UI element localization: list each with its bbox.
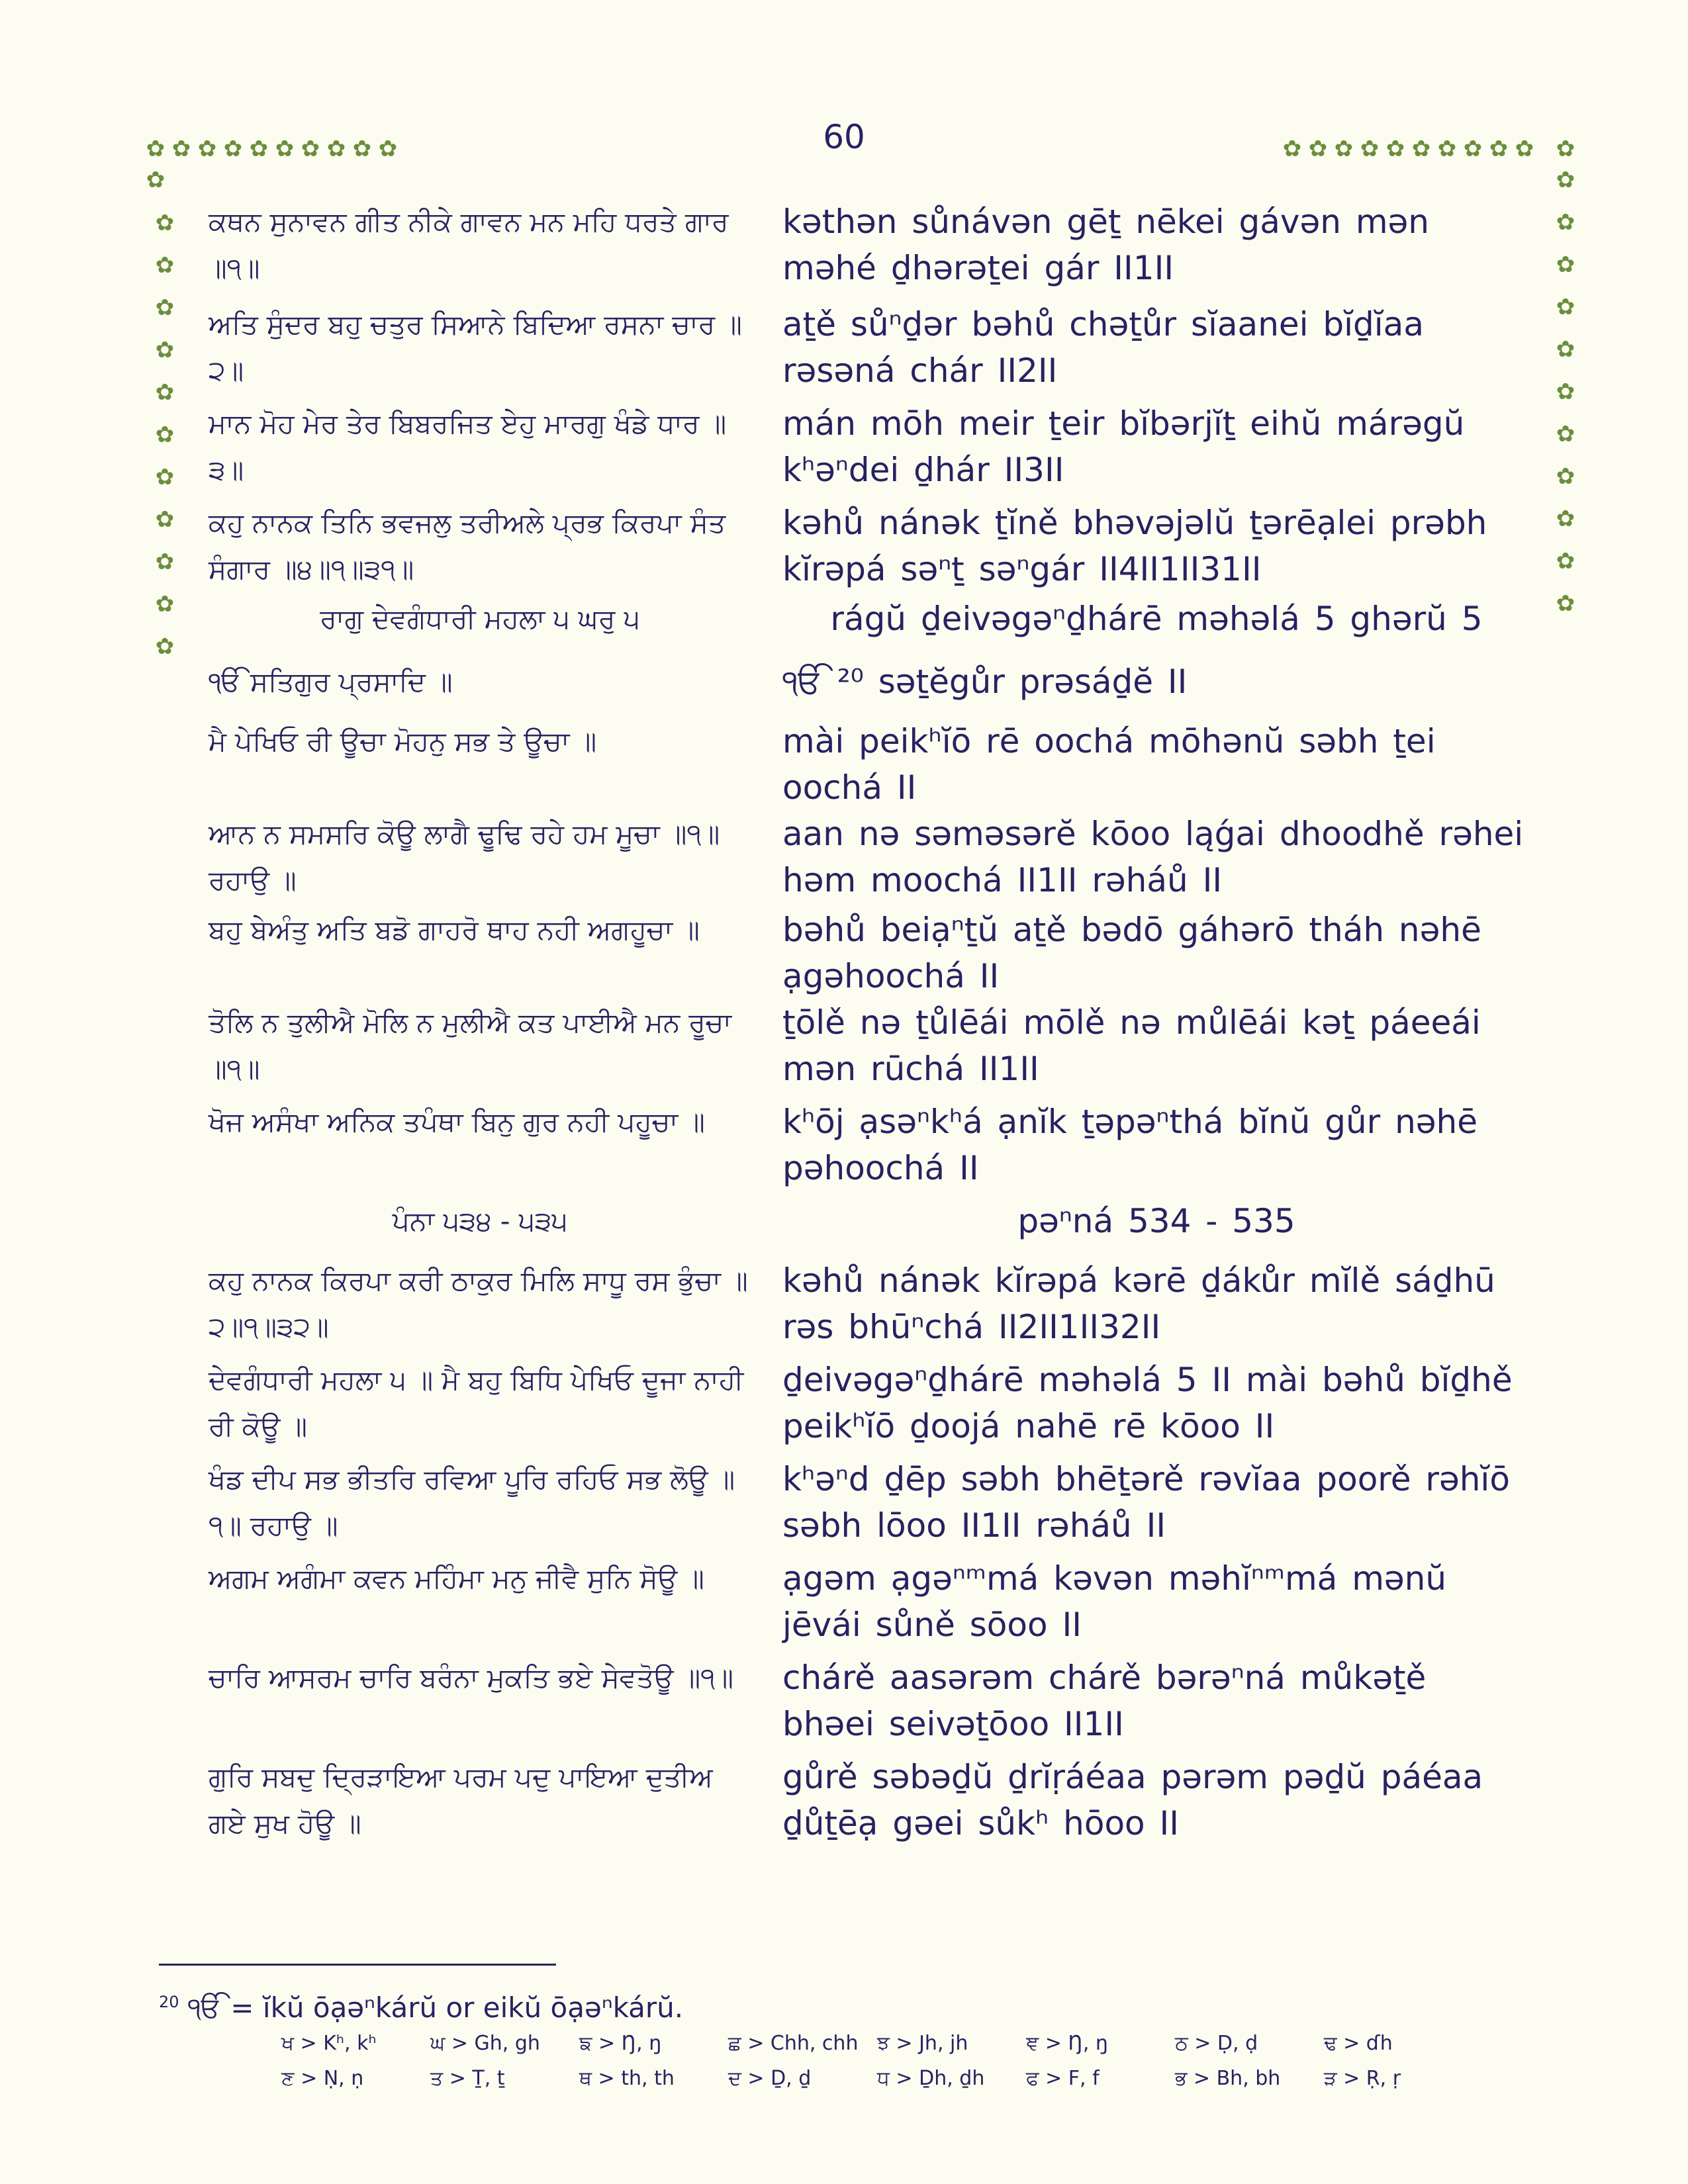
transliteration-line: kʰōj ạsəⁿkʰá ạnĭk ṯəpəⁿthá bĭnŭ gůr nəhē pəhoochá II (782, 1103, 1477, 1187)
key-entry: ਙ > Ŋ, ŋ (579, 2032, 662, 2055)
key-entry: ਧ > Ḏh, ḏh (877, 2067, 985, 2090)
flower-icon: ✿ (1556, 590, 1575, 617)
flower-icon: ✿ (275, 136, 295, 162)
gurmukhi-line: ਤੋਲਿ ਨ ਤੁਲੀਐ ਮੋਲਿ ਨ ਮੁਲੀਐ ਕਤ ਪਾਈਐ ਮਨ ਰੂਚਾ ॥੧॥ (209, 1007, 732, 1085)
key-entry: ਭ > Bh, bh (1175, 2067, 1281, 2090)
key-entry: ਤ > Ṯ, ṯ (430, 2067, 505, 2090)
gurmukhi-line: ਕਹੁ ਨਾਨਕ ਤਿਨਿ ਭਵਜਲੁ ਤਰੀਅਲੇ ਪ੍ਰਭ ਕਿਰਪਾ ਸੰਤ ਸੰਗਾਰ ॥੪॥੧॥੩੧॥ (209, 507, 726, 585)
gurmukhi-line: ੴ ਸਤਿਗੁਰ ਪ੍ਰਸਾਦਿ ॥ (209, 666, 453, 698)
flower-icon: ✿ (155, 464, 175, 490)
transliteration-line: mài peikʰĭō rē oochá mōhənŭ səbh ṯei oochá II (782, 722, 1436, 807)
gurmukhi-line: ਗੁਰਿ ਸਬਦੁ ਦ੍ਰਿੜਾਇਆ ਪਰਮ ਪਦੁ ਪਾਇਆ ਦੁਤੀਅ ਗਏ ਸੁਖ ਹੋਊ ॥ (209, 1761, 713, 1839)
flower-icon: ✿ (1556, 167, 1575, 193)
flower-icon: ✿ (155, 210, 175, 236)
key-entry: ਥ > th, th (579, 2067, 675, 2090)
flower-icon: ✿ (155, 633, 175, 660)
flower-icon: ✿ (1437, 136, 1457, 162)
footnote-rule (159, 1964, 556, 1966)
transliteration-line: bəhů beiạⁿṯŭ aṯě bədō gáhərō tháh nəhē ạgəhoochá II (782, 911, 1481, 995)
key-entry: ਛ > Chh, chh (728, 2032, 859, 2055)
flower-icon: ✿ (155, 591, 175, 617)
gurmukhi-line: ਮਾਨ ਮੋਹ ਮੇਰ ਤੇਰ ਬਿਬਰਜਿਤ ਏਹੁ ਮਾਰਗੁ ਖੰਡੇ ਧਾਰ ॥੩॥ (209, 408, 727, 486)
key-entry: ਝ > Jh, jh (877, 2032, 968, 2055)
footnote-marker: 20 (159, 1993, 179, 2011)
flower-icon: ✿ (1360, 136, 1380, 162)
flower-icon: ✿ (352, 136, 372, 162)
footnote (159, 1982, 683, 2028)
gurmukhi-line: ਬਹੁ ਬੇਅੰਤੁ ਅਤਿ ਬਡੋ ਗਾਹਰੋ ਥਾਹ ਨਹੀ ਅਗਹੂਚਾ ॥ (209, 914, 700, 946)
key-entry: ਣ > Ṇ, ṇ (281, 2067, 364, 2090)
page-number: 60 (823, 118, 865, 156)
transliteration-line: kʰəⁿd ḏēp səbh bhēṯərě rəvĭaa poorě rəhĭō səbh lōoo II1II rəháů II (782, 1460, 1510, 1545)
flower-icon: ✿ (1556, 336, 1575, 363)
flower-icon: ✿ (1308, 136, 1328, 162)
flower-icon: ✿ (146, 167, 165, 193)
key-entry: ਫ > F, f (1026, 2067, 1100, 2090)
gurmukhi-line: ਅਤਿ ਸੁੰਦਰ ਬਹੁ ਚਤੁਰ ਸਿਆਨੇ ਬਿਦਿਆ ਰਸਨਾ ਚਾਰ ॥੨॥ (209, 308, 742, 387)
transliteration-line: chárě aasərəm chárě bərəⁿná můkəṯě bhəei seivəṯōoo II1II (782, 1659, 1427, 1743)
flower-icon: ✿ (1411, 136, 1431, 162)
flower-icon: ✿ (326, 136, 346, 162)
gurmukhi-line: ਕਹੁ ਨਾਨਕ ਕਿਰਪਾ ਕਰੀ ਠਾਕੁਰ ਮਿਲਿ ਸਾਧੂ ਰਸ ਭੁੰਚਾ ॥੨॥੧॥੩੨॥ (209, 1265, 748, 1343)
transliteration-line: aṯě sůⁿḏər bəhů chəṯůr sĭaanei bĭḏĭaa rəsəná chár II2II (782, 305, 1424, 390)
flower-icon: ✿ (1515, 136, 1534, 162)
flower-icon: ✿ (1556, 506, 1575, 532)
flower-icon: ✿ (1556, 379, 1575, 405)
transliteration-line: ạgəm ạgəⁿᵐmá kəvən məhĭⁿᵐmá mənŭ jēvái sůně sōoo II (782, 1559, 1447, 1644)
flower-icon: ✿ (1556, 421, 1575, 447)
gurmukhi-line: ਦੇਵਗੰਧਾਰੀ ਮਹਲਾ ੫ ॥ ਮੈ ਬਹੁ ਬਿਧਿ ਪੇਖਿਓ ਦੂਜਾ ਨਾਹੀ ਰੀ ਕੋਊ ॥ (209, 1364, 744, 1442)
transliteration-line: mán mōh meir ṯeir bĭbərjĭṯ eihŭ márəgŭ kʰəⁿdei ḏhár II3II (782, 404, 1465, 489)
transliteration-line: ੴ ²⁰ səṯĕgůr prəsáḏĕ II (782, 662, 1188, 701)
gurmukhi-line: ਅਗਮ ਅਗੰਮਾ ਕਵਨ ਮਹਿੰਮਾ ਮਨੁ ਜੀਵੈ ਸੁਨਿ ਸੋਊ ॥ (209, 1563, 704, 1594)
flower-icon: ✿ (1385, 136, 1405, 162)
key-entry: ਞ > Ŋ, ŋ (1026, 2032, 1108, 2055)
key-entry: ਘ > Gh, gh (430, 2032, 540, 2055)
gurmukhi-line: ਆਨ ਨ ਸਮਸਰਿ ਕੋਊ ਲਾਗੈ ਢੂਢਿ ਰਹੇ ਹਮ ਮੂਚਾ ॥੧॥ ਰਹਾਉ ॥ (209, 818, 720, 896)
flower-icon: ✿ (155, 379, 175, 406)
flower-icon: ✿ (223, 136, 243, 162)
transliteration-line: ḏeivəgəⁿḏhárē məhəlá 5 II mài bəhů bĭḏhě peikʰĭō ḏoojá nahē rē kōoo II (782, 1361, 1513, 1445)
key-entry: ਦ > Ḏ, ḏ (728, 2067, 812, 2090)
gurmukhi-line: ਕਥਨ ਸੁਨਾਵਨ ਗੀਤ ਨੀਕੇ ਗਾਵਨ ਮਨ ਮਹਿ ਧਰਤੇ ਗਾਰ ॥੧॥ (209, 206, 729, 284)
flower-icon: ✿ (1556, 463, 1575, 490)
flower-icon: ✿ (197, 136, 217, 162)
key-entry: ਖ > Kʰ, kʰ (281, 2032, 377, 2055)
gurmukhi-line: ਰਾਗੁ ਦੇਵਗੰਧਾਰੀ ਮਹਲਾ ੫ ਘਰੁ ੫ (320, 603, 640, 635)
transliteration-line: kəhů nánək ṯĭně bhəvəjəlŭ ṯərēạlei prəbh kĭrəpá səⁿṯ səⁿgár II4II1II31II (782, 504, 1487, 588)
flower-icon: ✿ (1556, 294, 1575, 320)
flower-icon: ✿ (155, 422, 175, 448)
flower-icon: ✿ (1556, 251, 1575, 278)
key-entry: ਠ > Ḍ, ḍ (1175, 2032, 1258, 2055)
flower-icon: ✿ (1334, 136, 1354, 162)
flower-icon: ✿ (249, 136, 269, 162)
transliteration-line: rágŭ ḏeivəgəⁿḏhárē məhəlá 5 ghərŭ 5 (830, 600, 1483, 638)
flower-icon: ✿ (378, 136, 398, 162)
flower-icon: ✿ (1556, 548, 1575, 574)
transliteration-line: ṯōlě nə ṯůlēái mōlě nə můlēái kəṯ páeeái mən rūchá II1II (782, 1003, 1481, 1088)
flower-icon: ✿ (171, 136, 191, 162)
flower-icon: ✿ (1463, 136, 1483, 162)
flower-icon: ✿ (1556, 136, 1575, 162)
footnote-text: ੴ = ĭkŭ ōạəⁿkárŭ or eikŭ ōạəⁿkárŭ. (187, 1991, 684, 2024)
transliteration-key (281, 2032, 1473, 2090)
flower-icon: ✿ (155, 337, 175, 363)
flower-icon: ✿ (1489, 136, 1509, 162)
key-entry: ੜ > Ṛ, ṛ (1324, 2067, 1401, 2090)
flower-icon: ✿ (146, 136, 165, 162)
flower-icon: ✿ (155, 506, 175, 533)
flower-icon: ✿ (1556, 209, 1575, 236)
transliteration-line: aan nə səməsərĕ kōoo ląǵai dhoodhě rəhei həm moochá II1II rəháů II (782, 815, 1524, 899)
gurmukhi-line: ਖੰਡ ਦੀਪ ਸਭ ਭੀਤਰਿ ਰਵਿਆ ਪੂਰਿ ਰਹਿਓ ਸਭ ਲੋਊ ॥੧॥ ਰਹਾਉ ॥ (209, 1463, 735, 1541)
gurmukhi-line: ਚਾਰਿ ਆਸਰਮ ਚਾਰਿ ਬਰੰਨਾ ਮੁਕਤਿ ਭਏ ਸੇਵਤੋਊ ॥੧॥ (209, 1662, 734, 1694)
transliteration-line: kəhů nánək kĭrəpá kərē ḏákůr mĭlě sáḏhū rəs bhūⁿchá II2II1II32II (782, 1261, 1495, 1346)
key-entry: ਢ > ɗh (1324, 2032, 1393, 2055)
transliteration-line: pəⁿná 534 - 535 (1017, 1202, 1295, 1240)
flower-icon: ✿ (1282, 136, 1302, 162)
gurmukhi-line: ਪੰਨਾ ੫੩੪ - ੫੩੫ (392, 1205, 568, 1237)
gurmukhi-line: ਮੈ ਪੇਖਿਓ ਰੀ ਊਚਾ ਮੋਹਨੁ ਸਭ ਤੇ ਊਚਾ ॥ (209, 725, 597, 757)
flower-icon: ✿ (155, 295, 175, 321)
gurmukhi-line: ਖੋਜ ਅਸੰਖਾ ਅਨਿਕ ਤਪੰਥਾ ਬਿਨੁ ਗੁਰ ਨਹੀ ਪਹੂਚਾ ॥ (209, 1106, 705, 1138)
flower-icon: ✿ (301, 136, 320, 162)
flower-icon: ✿ (155, 252, 175, 279)
transliteration-line: kəthən sůnávən gēṯ nēkei gávən mən məhé ḏhərəṯei gár II1II (782, 203, 1429, 287)
transliteration-line: gůrě səbəḏŭ ḏrĭṛáéaa pərəm pəḏŭ páéaa ḏůṯēạ gəei sůkʰ hōoo II (782, 1758, 1483, 1843)
flower-icon: ✿ (155, 549, 175, 575)
